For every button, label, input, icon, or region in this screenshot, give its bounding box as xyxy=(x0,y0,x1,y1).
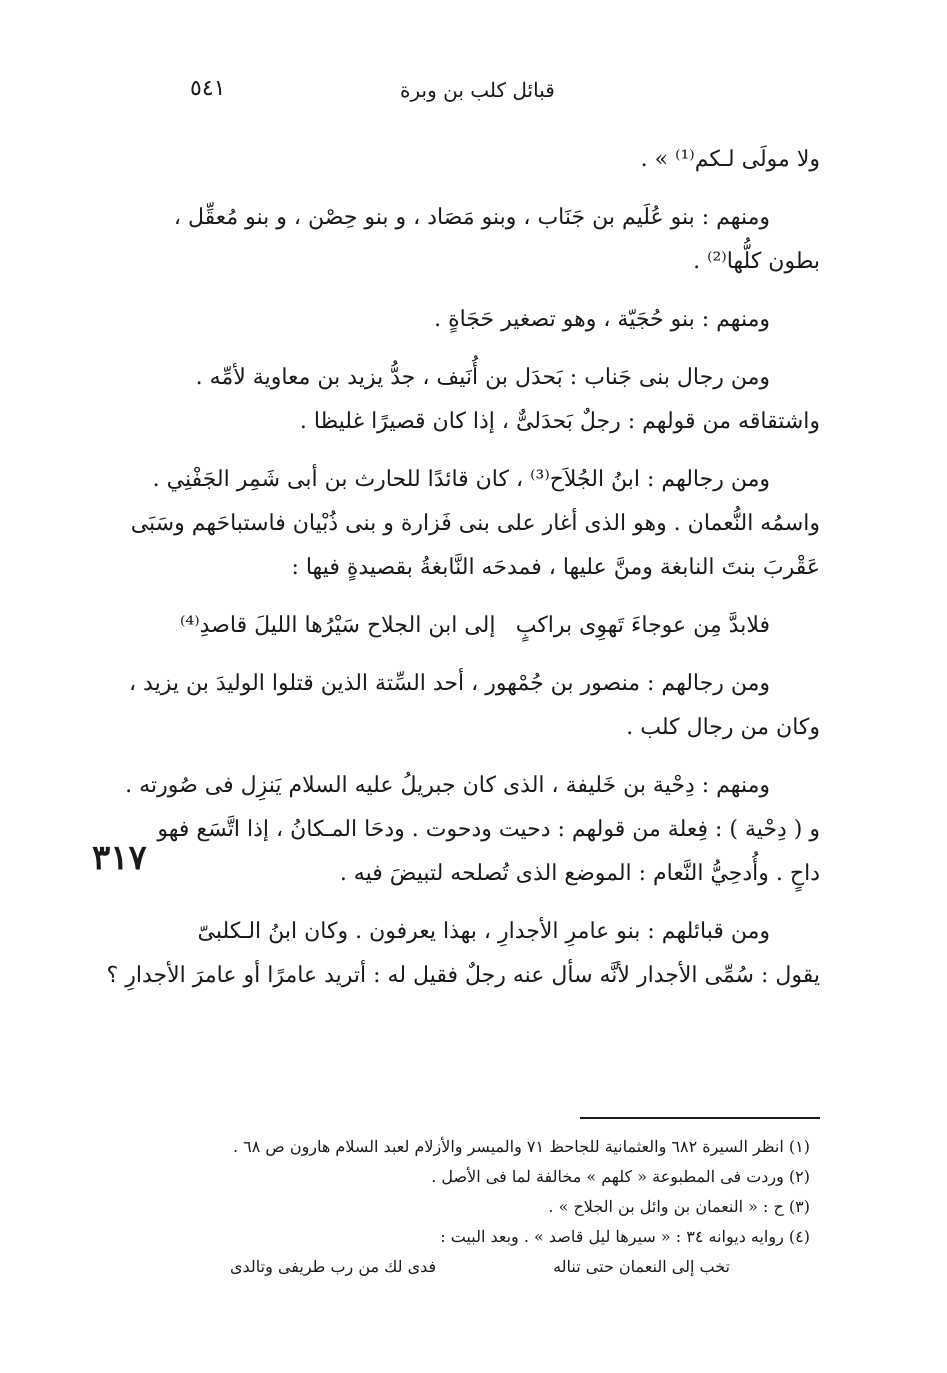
text-line: و ( دِحْية ) : فِعلة من قولهم : دحيت ودحوت . ودحَا المـكانُ ، إذا اتَّسَع فهو xyxy=(157,817,820,842)
paragraph-1 xyxy=(160,138,820,182)
footnote-divider xyxy=(580,1117,820,1119)
text-line: ولا مولَى لـكم⁽¹⁾ » . xyxy=(640,147,820,172)
text-line: ومنهم : بنو عُلَيم بن جَنَاب ، وبنو مَصَاد ، و بنو حِصْن ، و بنو مُعقِّل ، xyxy=(173,205,770,230)
verse-first-hemistich: فلابدَّ مِن عوجاءَ تَهوِى براكبٍ xyxy=(515,613,770,638)
text-line: داحٍ . وأُدحِيُّ النَّعام : الموضع الذى تُصلحه لتبيضَ فيه . xyxy=(339,861,820,886)
text-line: وكان من رجال كلب . xyxy=(626,715,820,740)
running-title: قبائل كلب بن وبرة xyxy=(400,78,555,102)
text-line: بطون كلُّها⁽²⁾ . xyxy=(693,249,820,274)
footnote-verse-second: فدى لك من رب طريفى وتالدى xyxy=(230,1257,437,1276)
footnote-1: (١) انظر السيرة ٦٨٢ والعثمانية للجاحظ ٧١ والميسر والأزلام لعبد السلام هارون ص ٦٨ . xyxy=(232,1137,810,1156)
paragraph-6 xyxy=(128,662,820,750)
footnote-2: (٢) وردت فى المطبوعة « كلهم » مخالفة لما فى الأصل . xyxy=(431,1167,810,1186)
text-line: ومن قبائلهم : بنو عامرِ الأجدارِ ، بهذا يعرفون . وكان ابنُ الـكلبىّ xyxy=(197,919,770,944)
text-line: عَقْربَ بنتَ النابغة ومنَّ عليها ، فمدحَه النَّابغةُ بقصيدةٍ فيها : xyxy=(291,555,820,580)
footnote-verse xyxy=(160,1252,820,1282)
margin-section-number: ٣١٧ xyxy=(92,838,147,878)
paragraph-3 xyxy=(160,298,820,342)
paragraph-4 xyxy=(160,356,820,444)
text-line: واسمُه النُّعمان . وهو الذى أغار على بنى فَزارة و بنى ذُبْيان فاستباحَهم وسَبَى xyxy=(130,511,820,536)
text-line: ومنهم : دِحْية بن خَليفة ، الذى كان جبريلُ عليه السلام يَنزِل فى صُورته . xyxy=(125,773,770,798)
verse-line xyxy=(160,604,820,648)
footnote-verse-first: تخب إلى النعمان حتى تناله xyxy=(553,1257,730,1276)
footnote-3: (٣) ح : « النعمان بن وائل بن الجلاح » . xyxy=(548,1197,810,1216)
paragraph-7 xyxy=(125,764,820,896)
text-line: يقول : سُمِّى الأجدار لأنَّه سأل عنه رجلٌ فقيل له : أتريد عامرًا أو عامرَ الأجدارِ ؟ xyxy=(106,963,820,988)
text-line: ومن رجالهم : ابنُ الجُلاَح⁽³⁾ ، كان قائدًا للحارث بن أبى شَمِر الجَفْنِي . xyxy=(152,467,770,492)
text-line: ومن رجالهم : منصور بن جُمْهور ، أحد السِّتة الذين قتلوا الوليدَ بن يزيد ، xyxy=(128,671,770,696)
footnotes xyxy=(160,1132,820,1282)
footnote-4: (٤) روايه ديوانه ٣٤ : « سيرها ليل قاصد » . وبعد البيت : xyxy=(440,1227,810,1246)
paragraph-2 xyxy=(160,196,820,284)
text-line: ومن رجال بنى جَناب : بَحدَل بن أُنَيف ، جدُّ يزيد بن معاوية لأمِّه . xyxy=(195,365,770,390)
page-header xyxy=(150,72,830,112)
paragraph-5 xyxy=(130,458,820,590)
text-line: ومنهم : بنو حُجَيّة ، وهو تصغير حَجَاةٍ . xyxy=(434,307,770,332)
verse-second-hemistich: إلى ابن الجلاح سَيْرُها الليلَ قاصدِ⁽⁴⁾ xyxy=(180,613,496,638)
paragraph-8 xyxy=(106,910,820,998)
text-line: واشتقاقه من قولهم : رجلٌ بَحدَلىٌّ ، إذا كان قصيرًا غليظا . xyxy=(299,409,820,434)
page-number: ٥٤١ xyxy=(190,76,226,101)
